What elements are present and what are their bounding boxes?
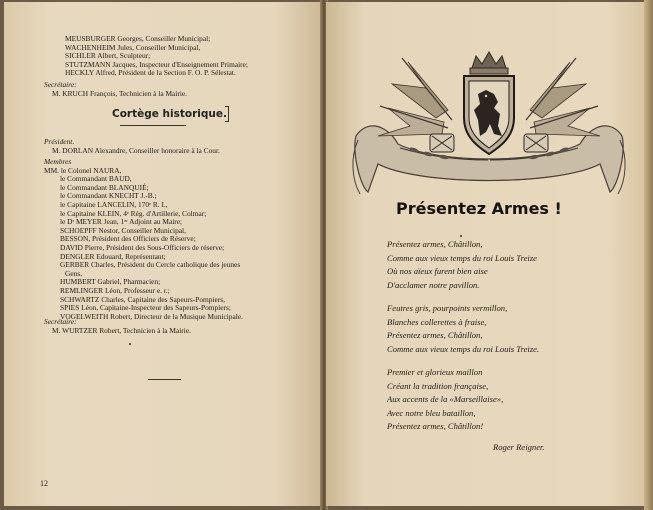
member-line: le Commandant KNECHT J.-B.;	[60, 191, 157, 201]
member-line: le Dʳ MEYER Jean, 1ᵉʳ Adjoint au Maire;	[60, 217, 183, 227]
member-line: DENGLER Edouard, Représentant;	[60, 251, 166, 261]
poem-stanza	[387, 302, 627, 356]
member-line: SPIES Léon, Capitaine-Inspecteur des Sapeurs-Pompiers;	[60, 303, 231, 313]
poem-line: Présentez armes, Châtillon,	[387, 330, 483, 340]
page-number: 12	[40, 479, 48, 488]
poem-line: Premier et glorieux maillon	[387, 367, 483, 377]
poem-line: Blanches collerettes à fraise,	[387, 316, 487, 327]
ornament-dot	[129, 343, 131, 345]
members-label: Membres	[44, 157, 72, 166]
section-title: Cortège historique.	[112, 108, 227, 120]
end-rule	[148, 379, 181, 380]
poem-line: Aux accents de la «Marseillaise»,	[387, 394, 504, 404]
committee-list-top	[44, 35, 314, 78]
president-name: M. DORLAN Alexandre, Conseiller honoraire à la Cour.	[52, 145, 220, 155]
title-rule	[120, 125, 186, 126]
members-block	[44, 158, 314, 321]
member-line: VOGELWEITH Robert, Directeur de la Musique Municipale.	[60, 311, 243, 321]
member-line: MM. le Colonel NAURA,	[44, 165, 122, 175]
page-edge	[644, 0, 653, 510]
poem-stanza	[387, 238, 627, 292]
poem-stanza	[387, 366, 627, 434]
title-bracket	[225, 106, 229, 122]
member-line: DAVID Pierre, Président des Sous-Officiers de réserve;	[60, 242, 225, 252]
poem-line: Avec notre bleu bataillon,	[387, 407, 476, 418]
right-page	[326, 2, 644, 506]
member-line: SCHWARTZ Charles, Capitaine des Sapeurs-Pompiers,	[60, 294, 225, 304]
poem-title: Présentez Armes !	[396, 199, 562, 218]
committee-line: WACHENHEIM Jules, Conseiller Municipal,	[65, 42, 201, 52]
poem-line: Où nos aïeux furent bien aise	[387, 266, 488, 276]
committee-line: SICHLER Albert, Sculpteur;	[65, 51, 151, 61]
committee-line: MEUSBURGER Georges, Conseiller Municipal;	[65, 34, 211, 43]
poem-line: D'acclamer notre pavillon.	[387, 279, 480, 290]
president-label: Président.	[44, 137, 75, 146]
poem-line: Feutres gris, pourpoints vermillon,	[387, 303, 508, 313]
committee-line: STUTZMANN Jacques, Inspecteur d'Enseignement Primaire;	[65, 59, 248, 69]
member-line: REMLINGER Léon, Professeur e. r.;	[60, 285, 170, 295]
secretary-block-1	[44, 81, 314, 98]
secretary-label: Secrétaire:	[44, 317, 77, 326]
member-line: le Capitaine LANCELIN, 170ᵉ R. I.,	[60, 199, 168, 209]
ornament-dot	[460, 235, 462, 237]
member-line: le Commandant BAUD,	[60, 174, 132, 184]
committee-line: HECKLY Alfred, Président de la Section F. O. P. Sélestat.	[65, 68, 236, 78]
poem-line: Comme aux vieux temps du roi Louis Treize.	[387, 343, 540, 354]
secretary-name: M. KRUCH François, Technicien à la Mairie.	[52, 88, 188, 98]
poem-author: Roger Reigner.	[493, 442, 545, 452]
coat-of-arms-icon	[348, 48, 630, 198]
poem-line: Comme aux vieux temps du roi Louis Treize	[387, 252, 537, 263]
poem-line: Présentez armes, Châtillon!	[387, 421, 484, 431]
secretary-label: Secrétaire:	[44, 80, 77, 89]
left-page	[4, 2, 322, 506]
secretary-name: M. WURTZER Robert, Technicien à la Mairie.	[52, 325, 191, 335]
member-line: BESSON, Président des Officiers de Réserve;	[60, 234, 196, 244]
member-line: le Commandant BLANQUIÉ;	[60, 182, 149, 192]
president-block	[44, 138, 314, 155]
secretary-block-2	[44, 318, 314, 335]
poem-line: Présentez armes, Châtillon,	[387, 239, 483, 249]
member-line: SCHOEPFF Nestor, Conseiller Municipal,	[60, 225, 186, 235]
poem-line: Créant la tradition française,	[387, 380, 489, 391]
member-line: HUMBERT Gabriel, Pharmacien;	[60, 277, 161, 287]
member-line: GERBER Charles, Président du Cercle catholique des jeunes	[60, 260, 241, 270]
member-line: le Capitaine KLEIN, 4ᵉ Rég. d'Artillerie, Colmar;	[60, 208, 207, 218]
member-line: Gens,	[65, 268, 83, 278]
